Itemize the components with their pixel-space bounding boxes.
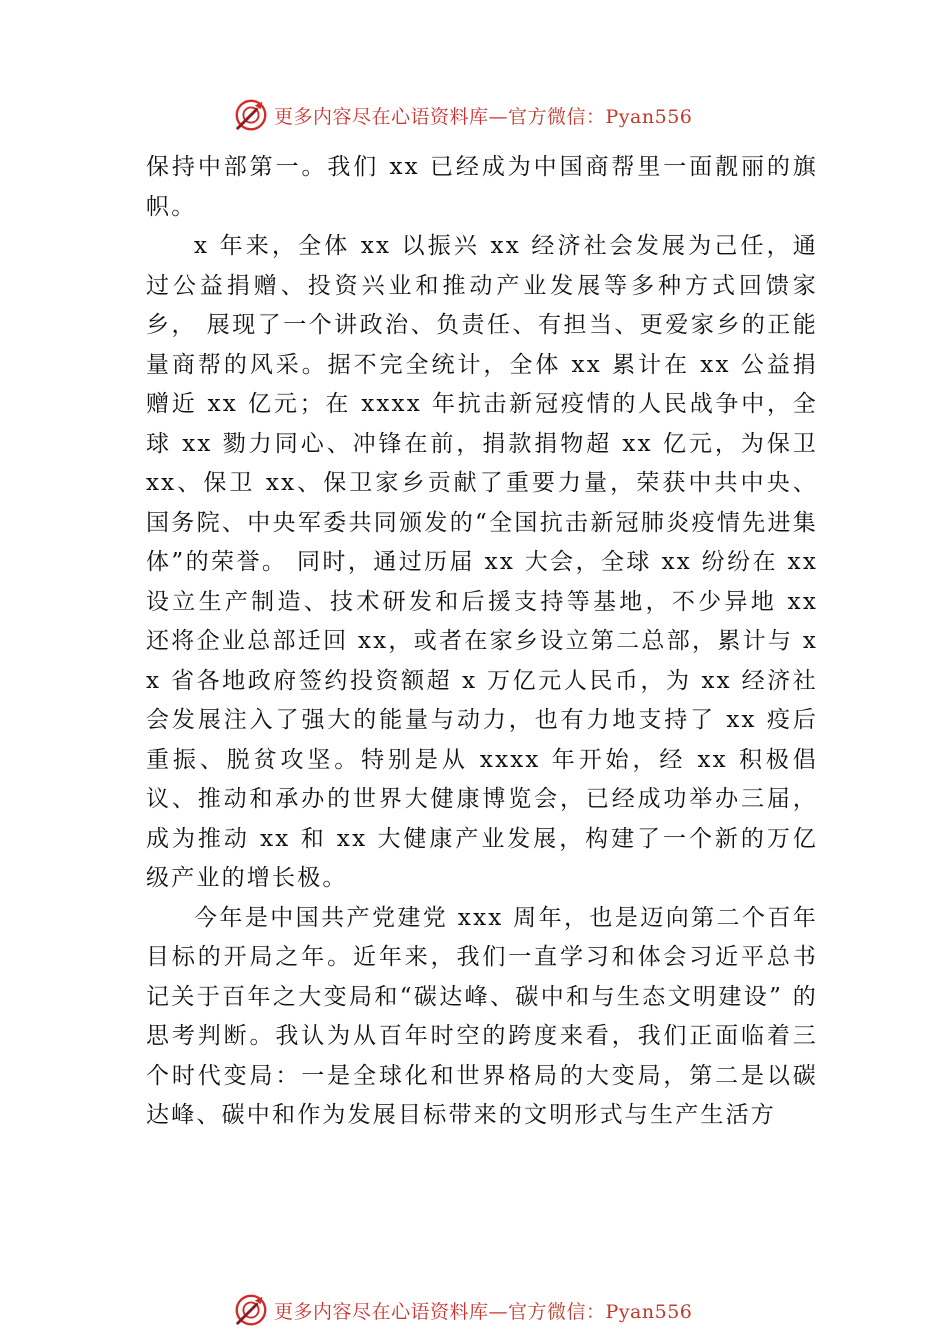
header-dash: —	[488, 105, 509, 128]
header-banner	[232, 95, 692, 135]
document-body	[146, 148, 818, 1136]
footer-wechat-label: 官方微信：	[508, 1300, 606, 1323]
header-wechat-id: Pyan556	[605, 105, 693, 128]
footer-brand: 更多内容尽在心语资料库	[274, 1300, 489, 1323]
header-wechat-label: 官方微信：	[508, 105, 606, 128]
footer-dash: —	[488, 1300, 509, 1323]
paragraph-2: x 年来，全体 xx 以振兴 xx 经济社会发展为己任，通过公益捐赠、投资兴业和推动产业发展等多种方式回馈家乡， 展现了一个讲政治、负责任、有担当、更爱家乡的正能量商帮的风采。据不完全统计，全体 xx 累计在 xx 公益捐赠近 xx 亿元；在 xxxx 年抗击新冠疫情的人民战争中，全球 xx 勠力同心、冲锋在前，捐款捐物超 xx 亿元，为保卫 xx、保卫 xx、保卫家乡贡献了重要力量，荣获中共中央、国务院、中央军委共同颁发的“全国抗击新冠肺炎疫情先进集体”的荣誉。 同时，通过历届 xx 大会，全球 xx 纷纷在 xx 设立生产制造、技术研发和后援支持等基地，不少异地 xx 还将企业总部迁回 xx，或者在家乡设立第二总部，累计与 xx 省各地政府签约投资额超 x 万亿元人民币，为 xx 经济社会发展注入了强大的能量与动力，也有力地支持了 xx 疫后重振、脱贫攻坚。特别是从 xxxx 年开始，经 xx 积极倡议、推动和承办的世界大健康博览会，已经成功举办三届，成为推动 xx 和 xx 大健康产业发展，构建了一个新的万亿级产业的增长极。	[146, 233, 818, 891]
footer-text	[274, 1297, 692, 1324]
brand-logo-icon	[232, 1291, 270, 1329]
header-text	[274, 102, 692, 129]
footer-wechat-id: Pyan556	[605, 1300, 693, 1323]
header-brand: 更多内容尽在心语资料库	[274, 105, 489, 128]
paragraph-3: 今年是中国共产党建党 xxx 周年，也是迈向第二个百年目标的开局之年。近年来，我们一直学习和体会习近平总书记关于百年之大变局和“碳达峰、碳中和与生态文明建设” 的思考判断。我认为从百年时空的跨度来看，我们正面临着三个时代变局：一是全球化和世界格局的大变局，第二是以碳达峰、碳中和作为发展目标带来的文明形式与生产生活方	[146, 904, 818, 1128]
brand-logo-icon	[232, 96, 270, 134]
footer-banner	[232, 1290, 692, 1330]
paragraph-1: 保持中部第一。我们 xx 已经成为中国商帮里一面靓丽的旗帜。	[146, 154, 818, 220]
